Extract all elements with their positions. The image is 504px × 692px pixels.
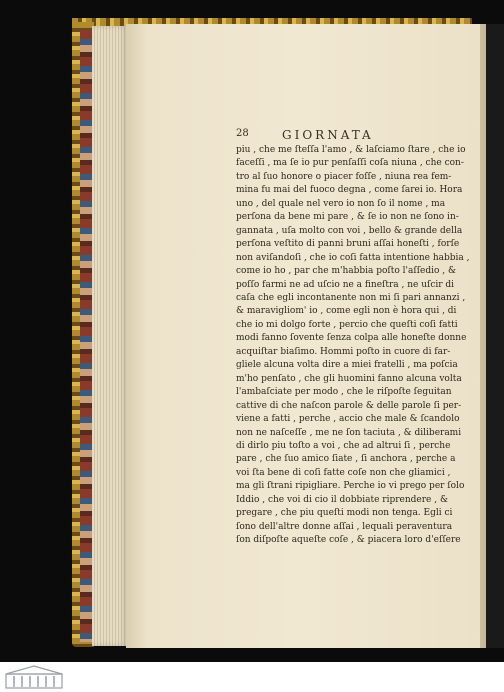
text-line: modi fanno ſovente ſenza colpa alle honeſte donne (236, 333, 467, 344)
page-number: 28 (236, 128, 249, 139)
running-title: GIORNATA (282, 128, 374, 142)
text-line: di dirlo piu toſto a voi , che ad altrui ſi , perche (236, 440, 451, 451)
page-block-edges (92, 26, 128, 646)
text-line: ma gli ſtrani ripigliare. Perche io vi prego per ſolo (236, 481, 465, 492)
text-line: tro al ſuo honore o piacer foſſe , niuna rea fem- (236, 171, 452, 182)
text-line: gliele alcuna volta dire a miei fratelli , ma poſcia (236, 360, 458, 371)
text-line: acquiſtar biaſimo. Hommi poſto in cuore di far- (236, 346, 451, 357)
text-line: faceſſi , ma ſe io pur penſaſſi coſa niuna , che con- (236, 158, 464, 169)
page-header (236, 128, 436, 144)
text-line: caſa che egli incontanente non mi ſi pari annanzi , (236, 292, 466, 303)
text-line: pregare , che piu queſti modi non tenga. Egli ci (236, 508, 453, 519)
text-line: pare , che ſuo amico ſiate , ſi anchora , perche a (236, 454, 456, 465)
text-line: Iddio , che voi di cio il dobbiate riprendere , & (236, 494, 448, 505)
text-line: mina fu mai del fuoco degna , come ſarei io. Hora (236, 185, 463, 196)
text-line: che io mi dolgo forte , percio che queſti coſi fatti (236, 319, 458, 330)
text-line: poſſo farmi ne ad uſcio ne a fineſtra , ne uſcir di (236, 279, 455, 290)
text-line: gannata , uſa molto con voi , bello & grande della (236, 225, 463, 236)
text-line: viene a fatti , perche , accio che male & ſcandolo (236, 414, 460, 425)
text-line: come io ho , par che m'habbia poſto l'aſſedio , & (236, 266, 457, 277)
text-line: & maravigliom' io , come egli non è hora qui , di (236, 306, 457, 317)
right-shadow (486, 24, 504, 648)
text-line: cattive di che naſcon parole & delle parole ſi per- (236, 400, 462, 411)
text-line: voi ſta bene di coſi fatte coſe non che gliamici , (236, 467, 451, 478)
body-text (236, 144, 470, 548)
text-line: perſona da bene mi pare , & ſe io non ne ſono in- (236, 212, 459, 223)
text-line: perſona veſtito di panni bruni aſſai honeſti , forſe (236, 239, 460, 250)
text-line: piu , che me ſteſſa l'amo , & laſciamo ſtare , che io (236, 145, 466, 155)
text-line: uno , del quale nel vero io non ſo il nome , ma (236, 198, 446, 209)
text-line: l'ambaſciate per modo , che le riſpoſte ſeguitan (236, 387, 452, 398)
marbled-endpaper (80, 30, 92, 642)
viewer-footer-bar (0, 662, 504, 692)
text-line: non aviſandoſi , che io coſi fatta intentione habbia , (236, 252, 470, 263)
text-line: non ne naſceſſe , me ne ſon taciuta , & diliberami (236, 427, 462, 438)
text-line: ſono dell'altre donne aſſai , lequali peraventura (236, 521, 453, 532)
text-line: m'ho penſato , che gli huomini fanno alcuna volta (236, 373, 462, 384)
text-line: ſon diſpoſte aqueſte coſe , & piacera loro d'eſſere (236, 535, 461, 546)
library-building-icon (4, 664, 64, 690)
